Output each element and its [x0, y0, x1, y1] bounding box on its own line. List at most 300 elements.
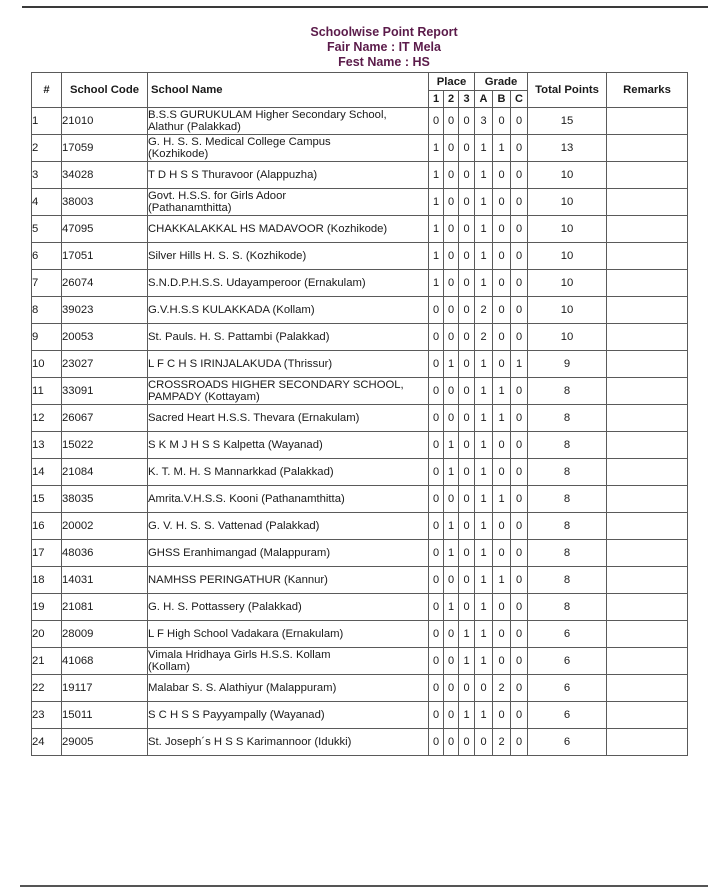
grade-b-count: 0	[493, 648, 511, 675]
place-2-count: 0	[444, 243, 459, 270]
grade-c-count: 0	[511, 216, 528, 243]
grade-c-count: 0	[511, 594, 528, 621]
row-number: 4	[32, 189, 62, 216]
school-name	[148, 486, 429, 513]
school-name	[148, 216, 429, 243]
grade-b-count: 0	[493, 594, 511, 621]
grade-b-count: 0	[493, 351, 511, 378]
grade-b-count: 0	[493, 702, 511, 729]
bottom-rule	[20, 885, 708, 887]
place-2-count: 0	[444, 405, 459, 432]
grade-a-count: 1	[475, 135, 493, 162]
school-name	[148, 729, 429, 756]
total-points: 6	[528, 675, 607, 702]
school-code: 17059	[62, 135, 148, 162]
table-row	[32, 297, 688, 324]
place-2-count: 0	[444, 216, 459, 243]
place-3-count: 0	[459, 297, 475, 324]
remarks	[607, 135, 688, 162]
school-name-line: K. T. M. H. S Mannarkkad (Palakkad)	[148, 465, 334, 478]
school-code: 41068	[62, 648, 148, 675]
table-row	[32, 270, 688, 297]
grade-c-count: 0	[511, 162, 528, 189]
grade-c-count: 0	[511, 567, 528, 594]
grade-b-count: 0	[493, 162, 511, 189]
grade-c-count: 0	[511, 459, 528, 486]
row-number: 23	[32, 702, 62, 729]
school-name	[148, 675, 429, 702]
remarks	[607, 621, 688, 648]
remarks	[607, 567, 688, 594]
place-2-count: 0	[444, 648, 459, 675]
remarks	[607, 459, 688, 486]
remarks	[607, 162, 688, 189]
place-3-count: 0	[459, 135, 475, 162]
school-name-line: Alathur (Palakkad)	[148, 121, 241, 133]
place-2-count: 0	[444, 675, 459, 702]
place-3-count: 0	[459, 594, 475, 621]
remarks	[607, 513, 688, 540]
school-name-line: T D H S S Thuravoor (Alappuzha)	[148, 168, 318, 181]
table-row	[32, 432, 688, 459]
table-row	[32, 621, 688, 648]
place-1-count: 0	[429, 513, 444, 540]
col-header-place: Place	[429, 73, 475, 91]
school-code: 21010	[62, 108, 148, 135]
row-number: 8	[32, 297, 62, 324]
place-3-count: 1	[459, 648, 475, 675]
place-1-count: 1	[429, 162, 444, 189]
place-2-count: 0	[444, 486, 459, 513]
report-header	[0, 25, 720, 70]
total-points: 8	[528, 432, 607, 459]
row-number: 7	[32, 270, 62, 297]
place-1-count: 1	[429, 189, 444, 216]
col-header-place-1: 1	[429, 91, 444, 108]
row-number: 17	[32, 540, 62, 567]
place-1-count: 0	[429, 675, 444, 702]
total-points: 10	[528, 324, 607, 351]
grade-c-count: 0	[511, 486, 528, 513]
grade-a-count: 1	[475, 378, 493, 405]
school-code: 48036	[62, 540, 148, 567]
school-name-line: L F High School Vadakara (Ernakulam)	[148, 627, 344, 640]
place-2-count: 1	[444, 351, 459, 378]
school-name-line: GHSS Eranhimangad (Malappuram)	[148, 546, 331, 559]
grade-c-count: 0	[511, 432, 528, 459]
school-name-line: (Pathanamthitta)	[148, 202, 232, 214]
point-report-table	[31, 72, 688, 756]
school-code: 15011	[62, 702, 148, 729]
place-2-count: 0	[444, 567, 459, 594]
school-code: 17051	[62, 243, 148, 270]
row-number: 5	[32, 216, 62, 243]
grade-c-count: 0	[511, 108, 528, 135]
grade-a-count: 2	[475, 324, 493, 351]
remarks	[607, 675, 688, 702]
grade-b-count: 0	[493, 459, 511, 486]
place-1-count: 0	[429, 351, 444, 378]
place-3-count: 0	[459, 378, 475, 405]
school-name-line: S C H S S Payyampally (Wayanad)	[148, 708, 325, 721]
grade-b-count: 1	[493, 378, 511, 405]
remarks	[607, 405, 688, 432]
grade-a-count: 1	[475, 648, 493, 675]
school-name-line: CROSSROADS HIGHER SECONDARY SCHOOL,	[148, 378, 404, 391]
grade-c-count: 0	[511, 621, 528, 648]
grade-b-count: 0	[493, 324, 511, 351]
grade-b-count: 0	[493, 108, 511, 135]
school-name	[148, 270, 429, 297]
school-name	[148, 621, 429, 648]
row-number: 16	[32, 513, 62, 540]
table-body	[32, 108, 688, 756]
grade-c-count: 1	[511, 351, 528, 378]
place-3-count: 0	[459, 432, 475, 459]
table-row	[32, 729, 688, 756]
col-header-grade-c: C	[511, 91, 528, 108]
col-header-school-code: School Code	[62, 73, 148, 108]
total-points: 13	[528, 135, 607, 162]
place-3-count: 0	[459, 270, 475, 297]
table-row	[32, 594, 688, 621]
grade-c-count: 0	[511, 513, 528, 540]
place-2-count: 0	[444, 378, 459, 405]
school-name-line: S K M J H S S Kalpetta (Wayanad)	[148, 438, 323, 451]
total-points: 6	[528, 648, 607, 675]
col-header-place-2: 2	[444, 91, 459, 108]
school-name-line: CHAKKALAKKAL HS MADAVOOR (Kozhikode)	[148, 222, 388, 235]
school-code: 26067	[62, 405, 148, 432]
school-name-line: Amrita.V.H.S.S. Kooni (Pathanamthitta)	[148, 492, 345, 505]
remarks	[607, 540, 688, 567]
remarks	[607, 270, 688, 297]
grade-b-count: 1	[493, 405, 511, 432]
school-code: 38003	[62, 189, 148, 216]
table-row	[32, 675, 688, 702]
table-row	[32, 405, 688, 432]
place-1-count: 0	[429, 378, 444, 405]
grade-b-count: 0	[493, 216, 511, 243]
place-3-count: 1	[459, 702, 475, 729]
col-header-total-points: Total Points	[528, 73, 607, 108]
row-number: 15	[32, 486, 62, 513]
place-1-count: 0	[429, 324, 444, 351]
grade-b-count: 0	[493, 297, 511, 324]
school-name	[148, 459, 429, 486]
remarks	[607, 108, 688, 135]
school-code: 20002	[62, 513, 148, 540]
place-3-count: 0	[459, 162, 475, 189]
place-3-count: 0	[459, 216, 475, 243]
grade-a-count: 1	[475, 405, 493, 432]
table-row	[32, 324, 688, 351]
place-1-count: 0	[429, 297, 444, 324]
school-code: 20053	[62, 324, 148, 351]
school-name	[148, 189, 429, 216]
grade-c-count: 0	[511, 729, 528, 756]
grade-b-count: 0	[493, 270, 511, 297]
grade-a-count: 1	[475, 594, 493, 621]
table-row	[32, 567, 688, 594]
remarks	[607, 378, 688, 405]
table-row	[32, 162, 688, 189]
place-3-count: 0	[459, 675, 475, 702]
row-number: 14	[32, 459, 62, 486]
table-row	[32, 702, 688, 729]
grade-a-count: 1	[475, 432, 493, 459]
grade-a-count: 1	[475, 567, 493, 594]
row-number: 3	[32, 162, 62, 189]
school-name-line: Govt. H.S.S. for Girls Adoor	[148, 189, 287, 202]
place-3-count: 0	[459, 540, 475, 567]
place-3-count: 0	[459, 324, 475, 351]
grade-c-count: 0	[511, 702, 528, 729]
row-number: 9	[32, 324, 62, 351]
place-3-count: 0	[459, 108, 475, 135]
grade-c-count: 0	[511, 270, 528, 297]
col-header-school-name: School Name	[148, 73, 429, 108]
school-name-line: G.V.H.S.S KULAKKADA (Kollam)	[148, 303, 315, 316]
remarks	[607, 189, 688, 216]
col-header-num: #	[32, 73, 62, 108]
remarks	[607, 594, 688, 621]
grade-b-count: 1	[493, 567, 511, 594]
school-name	[148, 702, 429, 729]
grade-b-count: 1	[493, 135, 511, 162]
grade-a-count: 1	[475, 270, 493, 297]
grade-a-count: 1	[475, 162, 493, 189]
total-points: 15	[528, 108, 607, 135]
report-title: Schoolwise Point Report	[310, 25, 458, 39]
fest-name: Fest Name : HS	[338, 55, 430, 69]
row-number: 1	[32, 108, 62, 135]
row-number: 6	[32, 243, 62, 270]
grade-a-count: 1	[475, 513, 493, 540]
row-number: 18	[32, 567, 62, 594]
row-number: 20	[32, 621, 62, 648]
grade-c-count: 0	[511, 135, 528, 162]
school-code: 28009	[62, 621, 148, 648]
remarks	[607, 297, 688, 324]
row-number: 11	[32, 378, 62, 405]
place-1-count: 1	[429, 270, 444, 297]
school-code: 15022	[62, 432, 148, 459]
table-row	[32, 513, 688, 540]
grade-c-count: 0	[511, 297, 528, 324]
school-code: 29005	[62, 729, 148, 756]
grade-b-count: 0	[493, 243, 511, 270]
school-name-line: G. V. H. S. S. Vattenad (Palakkad)	[148, 519, 320, 532]
school-name-line: Sacred Heart H.S.S. Thevara (Ernakulam)	[148, 411, 360, 424]
place-1-count: 0	[429, 594, 444, 621]
table-row	[32, 243, 688, 270]
place-3-count: 0	[459, 405, 475, 432]
grade-c-count: 0	[511, 189, 528, 216]
place-3-count: 0	[459, 351, 475, 378]
school-name-line: (Kozhikode)	[148, 148, 209, 160]
place-2-count: 0	[444, 135, 459, 162]
school-name	[148, 351, 429, 378]
total-points: 8	[528, 594, 607, 621]
remarks	[607, 729, 688, 756]
school-name-line: (Kollam)	[148, 661, 191, 673]
grade-b-count: 0	[493, 513, 511, 540]
school-code: 47095	[62, 216, 148, 243]
school-code: 33091	[62, 378, 148, 405]
school-name	[148, 594, 429, 621]
place-1-count: 0	[429, 621, 444, 648]
grade-b-count: 2	[493, 729, 511, 756]
total-points: 8	[528, 378, 607, 405]
place-1-count: 1	[429, 243, 444, 270]
remarks	[607, 432, 688, 459]
total-points: 10	[528, 270, 607, 297]
school-code: 39023	[62, 297, 148, 324]
grade-a-count: 1	[475, 189, 493, 216]
grade-b-count: 1	[493, 486, 511, 513]
place-1-count: 0	[429, 702, 444, 729]
school-name-line: Malabar S. S. Alathiyur (Malappuram)	[148, 681, 337, 694]
total-points: 9	[528, 351, 607, 378]
school-name-line: S.N.D.P.H.S.S. Udayamperoor (Ernakulam)	[148, 276, 366, 289]
place-1-count: 0	[429, 540, 444, 567]
place-2-count: 1	[444, 513, 459, 540]
grade-c-count: 0	[511, 540, 528, 567]
school-name-line: St. Pauls. H. S. Pattambi (Palakkad)	[148, 330, 330, 343]
total-points: 10	[528, 297, 607, 324]
total-points: 8	[528, 567, 607, 594]
remarks	[607, 216, 688, 243]
school-code: 19117	[62, 675, 148, 702]
school-name	[148, 378, 429, 405]
school-code: 21081	[62, 594, 148, 621]
grade-a-count: 1	[475, 486, 493, 513]
remarks	[607, 486, 688, 513]
school-name	[148, 432, 429, 459]
table-row	[32, 135, 688, 162]
row-number: 2	[32, 135, 62, 162]
row-number: 24	[32, 729, 62, 756]
school-name	[148, 405, 429, 432]
place-3-count: 0	[459, 459, 475, 486]
grade-a-count: 1	[475, 540, 493, 567]
place-2-count: 0	[444, 297, 459, 324]
col-header-place-3: 3	[459, 91, 475, 108]
grade-a-count: 2	[475, 297, 493, 324]
school-name-line: G. H. S. S. Medical College Campus	[148, 135, 331, 148]
total-points: 8	[528, 540, 607, 567]
top-rule	[22, 6, 708, 8]
place-2-count: 0	[444, 621, 459, 648]
school-code: 34028	[62, 162, 148, 189]
grade-b-count: 0	[493, 621, 511, 648]
grade-c-count: 0	[511, 675, 528, 702]
school-code: 23027	[62, 351, 148, 378]
place-1-count: 0	[429, 567, 444, 594]
school-name	[148, 513, 429, 540]
place-1-count: 0	[429, 108, 444, 135]
grade-c-count: 0	[511, 648, 528, 675]
place-2-count: 1	[444, 459, 459, 486]
school-name-line: Silver Hills H. S. S. (Kozhikode)	[148, 249, 307, 262]
total-points: 6	[528, 729, 607, 756]
table-row	[32, 108, 688, 135]
remarks	[607, 324, 688, 351]
grade-a-count: 1	[475, 459, 493, 486]
school-name-line: G. H. S. Pottassery (Palakkad)	[148, 600, 302, 613]
total-points: 10	[528, 162, 607, 189]
grade-b-count: 0	[493, 189, 511, 216]
school-name	[148, 648, 429, 675]
grade-c-count: 0	[511, 378, 528, 405]
school-name-line: St. Joseph´s H S S Karimannoor (Idukki)	[148, 735, 352, 748]
row-number: 12	[32, 405, 62, 432]
school-code: 26074	[62, 270, 148, 297]
place-3-count: 0	[459, 243, 475, 270]
place-1-count: 1	[429, 135, 444, 162]
school-name-line: NAMHSS PERINGATHUR (Kannur)	[148, 573, 328, 586]
school-code: 38035	[62, 486, 148, 513]
school-name	[148, 162, 429, 189]
place-2-count: 0	[444, 702, 459, 729]
grade-b-count: 0	[493, 432, 511, 459]
grade-a-count: 1	[475, 216, 493, 243]
grade-a-count: 3	[475, 108, 493, 135]
row-number: 22	[32, 675, 62, 702]
remarks	[607, 351, 688, 378]
total-points: 8	[528, 405, 607, 432]
place-1-count: 0	[429, 648, 444, 675]
table-row	[32, 459, 688, 486]
col-header-remarks: Remarks	[607, 73, 688, 108]
school-name	[148, 297, 429, 324]
grade-a-count: 1	[475, 351, 493, 378]
row-number: 10	[32, 351, 62, 378]
place-3-count: 0	[459, 513, 475, 540]
place-1-count: 0	[429, 405, 444, 432]
place-3-count: 1	[459, 621, 475, 648]
place-2-count: 1	[444, 540, 459, 567]
col-header-grade: Grade	[475, 73, 528, 91]
place-1-count: 0	[429, 459, 444, 486]
place-2-count: 0	[444, 270, 459, 297]
table-row	[32, 486, 688, 513]
grade-a-count: 1	[475, 621, 493, 648]
col-header-grade-b: B	[493, 91, 511, 108]
place-1-count: 0	[429, 486, 444, 513]
place-1-count: 0	[429, 729, 444, 756]
school-name	[148, 324, 429, 351]
place-2-count: 0	[444, 108, 459, 135]
place-2-count: 0	[444, 162, 459, 189]
grade-c-count: 0	[511, 324, 528, 351]
grade-a-count: 1	[475, 243, 493, 270]
row-number: 13	[32, 432, 62, 459]
place-3-count: 0	[459, 729, 475, 756]
school-name	[148, 567, 429, 594]
place-2-count: 0	[444, 324, 459, 351]
school-name-line: L F C H S IRINJALAKUDA (Thrissur)	[148, 357, 333, 370]
place-3-count: 0	[459, 486, 475, 513]
school-name	[148, 540, 429, 567]
place-1-count: 1	[429, 216, 444, 243]
school-code: 14031	[62, 567, 148, 594]
total-points: 6	[528, 621, 607, 648]
place-1-count: 0	[429, 432, 444, 459]
remarks	[607, 702, 688, 729]
row-number: 21	[32, 648, 62, 675]
